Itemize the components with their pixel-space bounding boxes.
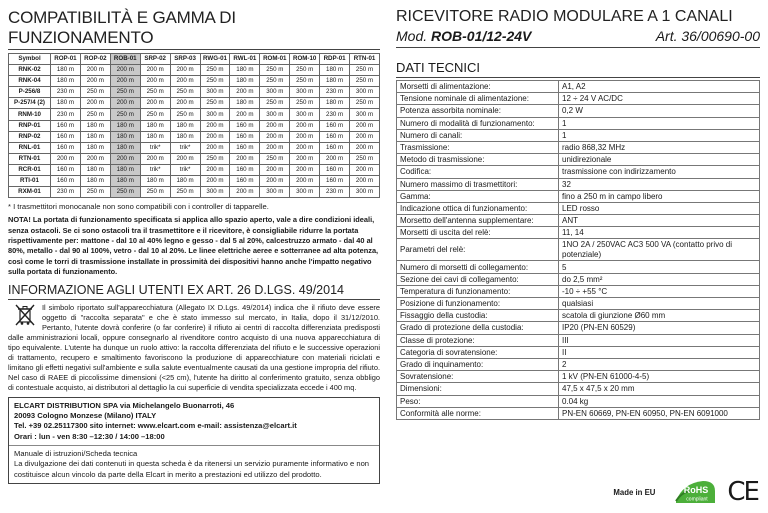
compat-cell: 300 m bbox=[350, 109, 380, 120]
compat-cell: 200 m bbox=[200, 176, 230, 187]
compat-cell: 250 m bbox=[140, 109, 170, 120]
compat-cell: 250 m bbox=[350, 153, 380, 164]
compat-cell: 200 m bbox=[350, 142, 380, 153]
distributor-divider bbox=[9, 445, 379, 446]
compat-row bbox=[9, 131, 380, 142]
distributor-contacts: Tel. +39 02.25117300 sito internet: www.elcart.com e-mail: assistenza@elcart.it bbox=[14, 421, 297, 431]
spec-value: trasmissione con indirizzamento bbox=[559, 166, 760, 178]
compat-cell: 200 m bbox=[290, 164, 320, 175]
compat-cell: 230 m bbox=[320, 187, 350, 198]
compat-cell: 250 m bbox=[350, 98, 380, 109]
compat-cell: 200 m bbox=[51, 153, 81, 164]
spec-row bbox=[397, 239, 760, 261]
compat-header-cell: Symbol bbox=[9, 54, 51, 65]
compat-cell: 160 m bbox=[320, 176, 350, 187]
spec-value: unidirezionale bbox=[559, 154, 760, 166]
compat-cell: 200 m bbox=[290, 142, 320, 153]
compat-cell: 180 m bbox=[170, 120, 200, 131]
spec-key: Numero di morsetti di collegamento: bbox=[397, 261, 559, 273]
spec-row bbox=[397, 310, 760, 322]
spec-value: IP20 (PN-EN 60529) bbox=[559, 322, 760, 334]
spec-key: Dimensioni: bbox=[397, 383, 559, 395]
compat-row-head: RNL-01 bbox=[9, 142, 51, 153]
compat-row bbox=[9, 120, 380, 131]
compat-cell: 230 m bbox=[51, 109, 81, 120]
article-label: Art. bbox=[655, 28, 678, 44]
spec-value: 0,2 W bbox=[559, 105, 760, 117]
spec-row bbox=[397, 395, 760, 407]
spec-row bbox=[397, 322, 760, 334]
spec-row bbox=[397, 154, 760, 166]
compat-cell: 230 m bbox=[320, 109, 350, 120]
specs-title: DATI TECNICI bbox=[396, 60, 760, 78]
spec-value: PN-EN 60669, PN-EN 60950, PN-EN 6091000 bbox=[559, 407, 760, 419]
spec-value: 32 bbox=[559, 178, 760, 190]
compat-cell: 300 m bbox=[200, 187, 230, 198]
spec-value: LED rosso bbox=[559, 202, 760, 214]
compat-cell: 200 m bbox=[350, 131, 380, 142]
compat-cell: 300 m bbox=[200, 109, 230, 120]
compat-body bbox=[9, 65, 380, 198]
compat-cell: 200 m bbox=[140, 153, 170, 164]
compat-cell: 200 m bbox=[170, 76, 200, 87]
compat-cell: 200 m bbox=[200, 120, 230, 131]
compat-cell: 250 m bbox=[80, 187, 110, 198]
compat-cell: 200 m bbox=[140, 76, 170, 87]
compat-cell: 250 m bbox=[110, 109, 140, 120]
compat-cell: 230 m bbox=[51, 187, 81, 198]
compat-cell: 250 m bbox=[200, 65, 230, 76]
spec-key: Gamma: bbox=[397, 190, 559, 202]
spec-row bbox=[397, 166, 760, 178]
spec-key: Codifica: bbox=[397, 166, 559, 178]
compat-cell: 200 m bbox=[80, 65, 110, 76]
compat-cell: 250 m bbox=[140, 87, 170, 98]
compat-cell: 180 m bbox=[80, 131, 110, 142]
compat-cell: 250 m bbox=[350, 65, 380, 76]
compat-row bbox=[9, 153, 380, 164]
compat-row-head: P-257/4 (2) bbox=[9, 98, 51, 109]
spec-key: Trasmissione: bbox=[397, 141, 559, 153]
rohs-compliant-text: compliant bbox=[686, 496, 709, 503]
compat-cell: 180 m bbox=[320, 76, 350, 87]
spec-key: Sezione dei cavi di collegamento: bbox=[397, 273, 559, 285]
compat-cell: 200 m bbox=[110, 98, 140, 109]
compat-footnote: * I trasmettitori monocanale non sono compatibili con i controller di tapparelle. bbox=[8, 202, 269, 212]
spec-value: 1 bbox=[559, 117, 760, 129]
raee-title: INFORMAZIONE AGLI UTENTI EX ART. 26 D.LGS. 49/2014 bbox=[8, 283, 380, 300]
compat-cell: 160 m bbox=[51, 131, 81, 142]
spec-value: 1 bbox=[559, 129, 760, 141]
compat-cell: 250 m bbox=[80, 87, 110, 98]
spec-value: 2 bbox=[559, 358, 760, 370]
compat-header-cell: RWL-01 bbox=[230, 54, 260, 65]
compat-cell: trik* bbox=[170, 164, 200, 175]
compat-cell: 200 m bbox=[200, 142, 230, 153]
spec-key: Tensione nominale di alimentazione: bbox=[397, 93, 559, 105]
compat-row-head: P-256/8 bbox=[9, 87, 51, 98]
spec-value: 0.04 kg bbox=[559, 395, 760, 407]
spec-key: Numero massimo di trasmettitori: bbox=[397, 178, 559, 190]
compat-row bbox=[9, 109, 380, 120]
compat-cell: 250 m bbox=[110, 187, 140, 198]
spec-value: 11, 14 bbox=[559, 227, 760, 239]
spec-key: Classe di protezione: bbox=[397, 334, 559, 346]
compat-cell: 300 m bbox=[350, 87, 380, 98]
compat-row-head: RTI-01 bbox=[9, 176, 51, 187]
compat-cell: 180 m bbox=[140, 120, 170, 131]
raee-text: Il simbolo riportato sull'apparecchiatura (Allegato IX D.Lgs. 49/2014) indica che il rifiuto deve essere oggetto di "raccolta separata" e che è stato immesso sul mercato, in Italia, dopo il 31/12/2010. Pertanto, l'utente dovrà conferire (o far conferire) il rifiuto ai centri di raccolta differenziata predisposti dalle amministrazioni locali, oppure consegnarlo al rivenditore contro acquisto di una nuova apparecchiatura di tipo equivalente. L'utente ha dunque un ruolo attivo: la raccolta differenziata del rifiuto e le successive operazioni di trattamento, recupero e smaltimento favoriscono la produzione di apparecchiature con materiali riciclati e limitano gli effetti negativi sull'ambiente e sulla salute eventualmente causati da una gestione impropria del rifiuto. Nel caso di RAEE di piccolissime dimensioni (<25 cm), l'utente ha diritto al conferimento gratuito, senza obbligo di contestuale acquisto, ai distributori al dettaglio la cui superficie di vendita specializzata eccede i 400 mq. bbox=[8, 302, 380, 393]
spec-key: Posizione di funzionamento: bbox=[397, 298, 559, 310]
spec-value: 1NO 2A / 250VAC AC3 500 VA (contatto privo di potenziale) bbox=[559, 239, 760, 261]
spec-row bbox=[397, 81, 760, 93]
compat-cell: 200 m bbox=[80, 98, 110, 109]
compat-cell: 200 m bbox=[260, 176, 290, 187]
spec-row bbox=[397, 105, 760, 117]
compat-cell: 200 m bbox=[230, 187, 260, 198]
compat-cell: 200 m bbox=[230, 87, 260, 98]
compat-cell: 250 m bbox=[260, 153, 290, 164]
article-code: 36/00690-00 bbox=[681, 28, 760, 44]
compat-cell: 180 m bbox=[320, 65, 350, 76]
compat-row bbox=[9, 142, 380, 153]
compat-header-cell: SRP-03 bbox=[170, 54, 200, 65]
spec-row bbox=[397, 273, 760, 285]
compat-cell: 160 m bbox=[51, 142, 81, 153]
spec-row bbox=[397, 93, 760, 105]
article-info bbox=[656, 28, 760, 45]
compat-cell: 250 m bbox=[140, 187, 170, 198]
spec-row bbox=[397, 371, 760, 383]
spec-key: Numero di canali: bbox=[397, 129, 559, 141]
compat-cell: 200 m bbox=[110, 76, 140, 87]
compat-cell: 200 m bbox=[260, 120, 290, 131]
compat-cell: 250 m bbox=[110, 87, 140, 98]
spec-value: fino a 250 m in campo libero bbox=[559, 190, 760, 202]
compat-cell: 200 m bbox=[260, 131, 290, 142]
crossed-bin-icon bbox=[12, 304, 38, 326]
compat-cell: 250 m bbox=[80, 109, 110, 120]
spec-key: Potenza assorbita nominale: bbox=[397, 105, 559, 117]
compat-cell: 200 m bbox=[260, 164, 290, 175]
compat-header-cell: ROP-01 bbox=[51, 54, 81, 65]
compat-cell: 180 m bbox=[170, 131, 200, 142]
compat-cell: 200 m bbox=[290, 120, 320, 131]
compat-cell: 230 m bbox=[51, 87, 81, 98]
compat-cell: 160 m bbox=[230, 120, 260, 131]
compat-cell: 250 m bbox=[200, 153, 230, 164]
left-column bbox=[8, 8, 380, 484]
spec-row bbox=[397, 215, 760, 227]
compat-row bbox=[9, 98, 380, 109]
compat-cell: 200 m bbox=[80, 76, 110, 87]
model-label: Mod. bbox=[396, 28, 428, 44]
spec-value: 1 kV (PN-EN 61000-4-5) bbox=[559, 371, 760, 383]
spec-value: II bbox=[559, 346, 760, 358]
spec-key: Numero di modalità di funzionamento: bbox=[397, 117, 559, 129]
compat-cell: 160 m bbox=[230, 142, 260, 153]
right-column bbox=[396, 8, 760, 420]
compat-cell: 200 m bbox=[290, 153, 320, 164]
spec-value: do 2,5 mm² bbox=[559, 273, 760, 285]
spec-row bbox=[397, 298, 760, 310]
compat-cell: 300 m bbox=[260, 187, 290, 198]
compat-cell: 180 m bbox=[140, 131, 170, 142]
compat-header-cell: RTN-01 bbox=[350, 54, 380, 65]
compat-cell: 200 m bbox=[350, 176, 380, 187]
compat-cell: 160 m bbox=[51, 164, 81, 175]
compat-cell: 180 m bbox=[140, 176, 170, 187]
compat-cell: 180 m bbox=[51, 98, 81, 109]
compatibility-table bbox=[8, 53, 380, 198]
compat-cell: 200 m bbox=[230, 109, 260, 120]
compat-row-head: RNP-02 bbox=[9, 131, 51, 142]
ce-mark: CE bbox=[727, 477, 758, 507]
compat-cell: 250 m bbox=[260, 98, 290, 109]
compat-header-cell: RDP-01 bbox=[320, 54, 350, 65]
spec-row bbox=[397, 285, 760, 297]
distributor-box bbox=[8, 397, 380, 484]
compat-row-head: RTN-01 bbox=[9, 153, 51, 164]
compat-cell: 200 m bbox=[140, 65, 170, 76]
compat-cell: 300 m bbox=[290, 187, 320, 198]
spec-row bbox=[397, 407, 760, 419]
compat-cell: 180 m bbox=[51, 76, 81, 87]
compat-cell: 250 m bbox=[290, 98, 320, 109]
compat-cell: 200 m bbox=[350, 120, 380, 131]
compat-cell: 160 m bbox=[230, 164, 260, 175]
compat-header-cell: RWG-01 bbox=[200, 54, 230, 65]
compat-header-cell: ROM-10 bbox=[290, 54, 320, 65]
raee-notice bbox=[8, 303, 380, 394]
spec-row bbox=[397, 346, 760, 358]
rohs-logo-icon bbox=[673, 479, 717, 505]
spec-key: Morsetto dell'antenna supplementare: bbox=[397, 215, 559, 227]
compat-cell: 200 m bbox=[200, 164, 230, 175]
compat-header-cell: ROP-02 bbox=[80, 54, 110, 65]
compat-cell: 160 m bbox=[230, 131, 260, 142]
disclaimer: La divulgazione dei dati contenuti in questa scheda è da ritenersi un servizio puramente informativo e non costituisce alcun vincolo da parte della Elcart in merito a prestazioni ed utilizzo del prodotto. bbox=[14, 459, 370, 479]
compat-cell: 200 m bbox=[260, 142, 290, 153]
compat-cell: 160 m bbox=[320, 142, 350, 153]
compat-cell: 180 m bbox=[80, 176, 110, 187]
distributor-name: ELCART DISTRIBUTION SPA via Michelangelo Buonarroti, 46 bbox=[14, 400, 235, 410]
compat-cell: 200 m bbox=[170, 98, 200, 109]
compat-cell: 300 m bbox=[260, 87, 290, 98]
spec-row bbox=[397, 227, 760, 239]
compat-cell: 180 m bbox=[80, 120, 110, 131]
compat-cell: 180 m bbox=[230, 65, 260, 76]
compat-cell: 200 m bbox=[110, 153, 140, 164]
spec-value: 47,5 x 47,5 x 20 mm bbox=[559, 383, 760, 395]
compat-cell: 200 m bbox=[170, 153, 200, 164]
spec-value: 12 ÷ 24 V AC/DC bbox=[559, 93, 760, 105]
compat-cell: 250 m bbox=[290, 65, 320, 76]
compat-cell: 250 m bbox=[260, 76, 290, 87]
compat-row-head: RNK-04 bbox=[9, 76, 51, 87]
compat-row bbox=[9, 164, 380, 175]
spec-value: scatola di giunzione Ø60 mm bbox=[559, 310, 760, 322]
compat-cell: 180 m bbox=[80, 142, 110, 153]
rohs-text: RoHS bbox=[684, 485, 709, 495]
spec-value: A1, A2 bbox=[559, 81, 760, 93]
spec-key: Indicazione ottica di funzionamento: bbox=[397, 202, 559, 214]
compat-cell: 180 m bbox=[51, 65, 81, 76]
compat-header-cell: ROM-01 bbox=[260, 54, 290, 65]
model-line bbox=[396, 28, 760, 48]
compat-cell: 250 m bbox=[350, 76, 380, 87]
spec-key: Morsetti di alimentazione: bbox=[397, 81, 559, 93]
compat-row-head: RNM-10 bbox=[9, 109, 51, 120]
compat-cell: 160 m bbox=[320, 120, 350, 131]
spec-key: Fissaggio della custodia: bbox=[397, 310, 559, 322]
compat-cell: 160 m bbox=[51, 120, 81, 131]
specs-table bbox=[396, 80, 760, 420]
compat-title: COMPATIBILITÀ E GAMMA DI FUNZIONAMENTO bbox=[8, 8, 380, 50]
made-in-label: Made in EU bbox=[613, 487, 656, 497]
spec-row bbox=[397, 141, 760, 153]
specs-body bbox=[397, 81, 760, 420]
compat-row-head: RNK-02 bbox=[9, 65, 51, 76]
spec-row bbox=[397, 117, 760, 129]
compat-row bbox=[9, 65, 380, 76]
range-warning: NOTA! La portata di funzionamento specificata si applica allo spazio aperto, vale a dire condizioni ideali, senza ostacoli. Se ci sono ostacoli tra il trasmettitore e il ricevitore, è consigliabile ridurre la portata rispettivamente per: mattone - dal 10 al 40% legno e gesso - dal 5 al 20%, calcestruzzo armato - dal 40 al 80%, metallo - dal 90 al 100%, vetro - dal 10 al 20%. Le linee elettriche aeree e sotterranee ad alta potenza, così come le torri di trasmissione installate in prossimità dei dispositivi hanno anche l'impatto negativo sulla portata di funzionamento. bbox=[8, 215, 379, 277]
compat-header-row bbox=[9, 54, 380, 65]
compat-cell: 250 m bbox=[200, 76, 230, 87]
compat-cell: 200 m bbox=[290, 131, 320, 142]
compat-row bbox=[9, 76, 380, 87]
spec-key: Metodo di trasmissione: bbox=[397, 154, 559, 166]
spec-key: Morsetti di uscita del relè: bbox=[397, 227, 559, 239]
compat-cell: 300 m bbox=[290, 109, 320, 120]
spec-row bbox=[397, 334, 760, 346]
compat-row bbox=[9, 176, 380, 187]
spec-row bbox=[397, 358, 760, 370]
compat-cell: 250 m bbox=[170, 87, 200, 98]
compat-row-head: RCR-01 bbox=[9, 164, 51, 175]
spec-row bbox=[397, 190, 760, 202]
spec-key: Sovratensione: bbox=[397, 371, 559, 383]
compat-cell: 300 m bbox=[350, 187, 380, 198]
compat-cell: 200 m bbox=[200, 131, 230, 142]
spec-key: Temperatura di funzionamento: bbox=[397, 285, 559, 297]
compat-cell: 180 m bbox=[80, 164, 110, 175]
compat-cell: 180 m bbox=[110, 176, 140, 187]
compat-row bbox=[9, 87, 380, 98]
compat-cell: 160 m bbox=[320, 164, 350, 175]
compat-cell: 180 m bbox=[320, 98, 350, 109]
spec-row bbox=[397, 383, 760, 395]
spec-value: -10 ÷ +55 °C bbox=[559, 285, 760, 297]
spec-row bbox=[397, 178, 760, 190]
model-info bbox=[396, 28, 531, 45]
compat-cell: 200 m bbox=[230, 153, 260, 164]
compat-cell: 200 m bbox=[350, 164, 380, 175]
spec-key: Categoria di sovratensione: bbox=[397, 346, 559, 358]
compat-cell: 300 m bbox=[290, 87, 320, 98]
compat-cell: 250 m bbox=[290, 76, 320, 87]
distributor-hours: Orari : lun - ven 8:30 –12:30 / 14:00 –18:00 bbox=[14, 431, 165, 441]
compat-cell: 250 m bbox=[170, 109, 200, 120]
compat-cell: 180 m bbox=[230, 98, 260, 109]
compat-cell: 300 m bbox=[260, 109, 290, 120]
spec-value: radio 868,32 MHz bbox=[559, 141, 760, 153]
compat-cell: 160 m bbox=[230, 176, 260, 187]
product-title: RICEVITORE RADIO MODULARE A 1 CANALI bbox=[396, 8, 733, 25]
compat-cell: 250 m bbox=[200, 98, 230, 109]
spec-key: Conformità alle norme: bbox=[397, 407, 559, 419]
compat-cell: 180 m bbox=[110, 131, 140, 142]
model-code: ROB-01/12-24V bbox=[431, 28, 532, 44]
spec-key: Grado di protezione della custodia: bbox=[397, 322, 559, 334]
compat-cell: 200 m bbox=[80, 153, 110, 164]
spec-key: Peso: bbox=[397, 395, 559, 407]
distributor-city: 20093 Cologno Monzese (Milano) ITALY bbox=[14, 410, 157, 420]
compat-cell: trik* bbox=[140, 164, 170, 175]
compat-cell: 300 m bbox=[200, 87, 230, 98]
spec-value: qualsiasi bbox=[559, 298, 760, 310]
compat-header-cell: ROB-01 bbox=[110, 54, 140, 65]
spec-row bbox=[397, 129, 760, 141]
spec-value: ANT bbox=[559, 215, 760, 227]
compat-row-head: RNP-01 bbox=[9, 120, 51, 131]
spec-key: Parametri del relè: bbox=[397, 239, 559, 261]
footer bbox=[613, 477, 758, 507]
compat-cell: 200 m bbox=[170, 65, 200, 76]
compat-cell: 180 m bbox=[230, 76, 260, 87]
compat-cell: 180 m bbox=[110, 164, 140, 175]
compat-cell: 200 m bbox=[320, 153, 350, 164]
spec-row bbox=[397, 261, 760, 273]
spec-value: 5 bbox=[559, 261, 760, 273]
compat-cell: 180 m bbox=[170, 176, 200, 187]
spec-row bbox=[397, 202, 760, 214]
compat-cell: 160 m bbox=[51, 176, 81, 187]
compat-cell: 200 m bbox=[140, 98, 170, 109]
compat-header-cell: SRP-02 bbox=[140, 54, 170, 65]
compat-cell: 160 m bbox=[320, 131, 350, 142]
compat-cell: 250 m bbox=[170, 187, 200, 198]
spec-key: Grado di inquinamento: bbox=[397, 358, 559, 370]
compat-row bbox=[9, 187, 380, 198]
compat-cell: 180 m bbox=[110, 120, 140, 131]
compat-row-head: RXM-01 bbox=[9, 187, 51, 198]
compat-cell: 230 m bbox=[320, 87, 350, 98]
manual-label: Manuale di istruzioni/Scheda tecnica bbox=[14, 449, 138, 459]
compat-cell: 200 m bbox=[110, 65, 140, 76]
compat-cell: 250 m bbox=[260, 65, 290, 76]
spec-value: III bbox=[559, 334, 760, 346]
compat-cell: 200 m bbox=[290, 176, 320, 187]
compat-cell: 180 m bbox=[110, 142, 140, 153]
compat-cell: trik* bbox=[170, 142, 200, 153]
compat-cell: trik* bbox=[140, 142, 170, 153]
